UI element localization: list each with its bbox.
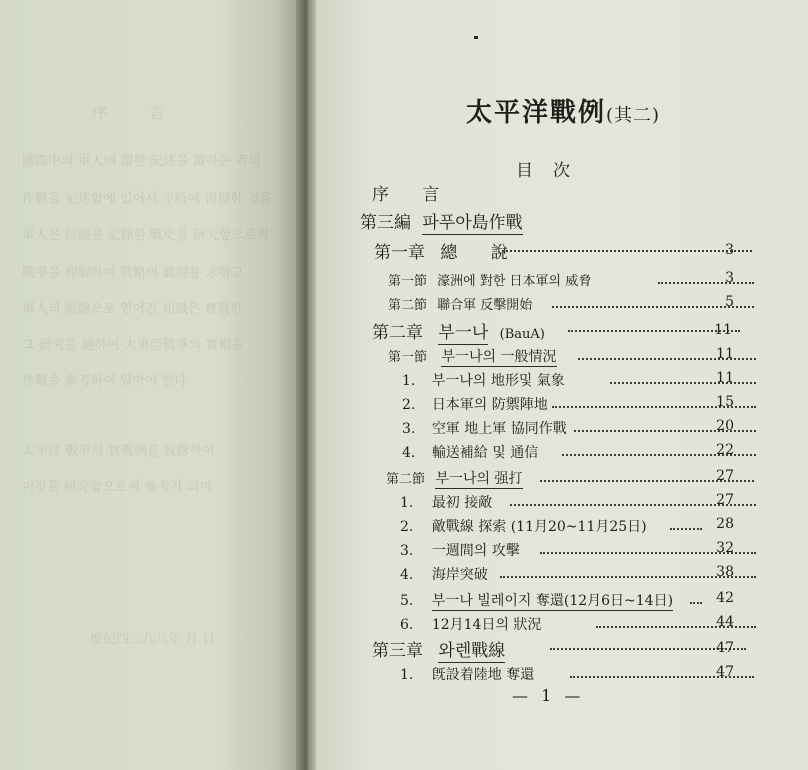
- entry-page: 27: [716, 468, 734, 484]
- dot-leader: [690, 590, 702, 604]
- entry-page: 47: [716, 664, 734, 680]
- entry-title: 空軍 地上軍 協同作戰: [431, 421, 567, 437]
- entry-label: 3.: [402, 421, 416, 437]
- part-label: 第三編: [360, 213, 411, 233]
- entry-label: 1.: [400, 667, 414, 683]
- entry-label: 2.: [400, 519, 414, 535]
- entry-page: 3: [725, 270, 734, 286]
- bleed-line: 軍人의 經驗으로 얻어진 知識은 寶貴한: [22, 302, 243, 317]
- toc-item: [400, 564, 734, 584]
- toc-item: [400, 540, 734, 560]
- toc-section: [388, 346, 734, 366]
- entry-page: 15: [716, 394, 734, 410]
- bleed-line: 作戰을 記述함에 있어서 平時에 習得한 것을: [22, 192, 273, 207]
- bleed-line: 이것을 研究함으로써 參考가 되며: [22, 480, 212, 495]
- preface-heading: 序 言: [372, 185, 454, 205]
- entry-label: 4.: [400, 567, 414, 583]
- bleed-line: 太平洋 戰爭의 實戰例를 收錄하여: [22, 444, 215, 459]
- toc-item: [402, 418, 734, 438]
- bleed-line: 序 言: [92, 103, 184, 122]
- entry-title: 부一나 빌레이지 奪還(12月6日~14日): [431, 593, 674, 609]
- toc-section: [388, 294, 734, 313]
- entry-label: 3.: [400, 543, 414, 559]
- book-title: [466, 92, 660, 129]
- toc-section: [386, 468, 734, 488]
- entry-page: 38: [716, 564, 734, 580]
- entry-label: 4.: [402, 445, 416, 461]
- entry-page: 11: [716, 346, 734, 362]
- entry-page: 28: [716, 516, 734, 532]
- page-number: — 1 —: [512, 686, 585, 705]
- toc-item: [400, 590, 734, 610]
- entry-title: 부一나의 强打: [435, 471, 523, 487]
- entry-label: 第一節: [388, 274, 428, 289]
- entry-title: 와렌戰線: [438, 641, 506, 661]
- entry-label: 1.: [402, 373, 416, 389]
- entry-label: 1.: [400, 495, 414, 511]
- entry-page: 3: [725, 242, 734, 258]
- entry-label: 第一節: [388, 350, 428, 365]
- part-title: 파푸아島作戰: [422, 213, 523, 233]
- toc-item: [402, 442, 734, 462]
- bleed-line: 그 研究를 通하여 大東亞戰爭의 實相을: [22, 338, 244, 353]
- entry-page: 11: [714, 322, 732, 338]
- title-suffix: (其二): [606, 105, 661, 126]
- entry-title: 旣設着陸地 奪還: [431, 667, 535, 683]
- entry-page: 22: [716, 442, 734, 458]
- entry-title: 부一나의 一般情況: [441, 349, 557, 365]
- toc-item: [400, 516, 734, 536]
- entry-title: 海岸突破: [431, 567, 488, 583]
- entry-page: 5: [725, 294, 734, 310]
- left-page: [0, 0, 300, 770]
- print-mark: [474, 36, 478, 39]
- title-main: 太平洋戰例: [466, 98, 607, 128]
- entry-label: 6.: [400, 617, 414, 633]
- entry-note: (BauA): [499, 327, 545, 342]
- entry-label: 第二節: [386, 472, 426, 487]
- entry-label: 第二章: [372, 323, 423, 343]
- entry-label: 2.: [402, 397, 416, 413]
- entry-label: 第二節: [388, 298, 428, 313]
- entry-page: 11: [716, 370, 734, 386]
- entry-page: 42: [716, 590, 734, 606]
- entry-title: 總 說: [440, 243, 522, 263]
- bleed-line: 戰爭을 理解하며 戰略의 眞理를 求하고: [22, 266, 244, 281]
- toc-chapter-1: [374, 238, 734, 263]
- entry-title: 12月14日의 狀況: [431, 617, 542, 633]
- toc-item: [402, 370, 734, 390]
- toc-chapter-2: [372, 318, 732, 343]
- toc-section: [388, 270, 734, 289]
- entry-page: 44: [716, 614, 734, 630]
- toc-chapter-3: [372, 636, 734, 661]
- entry-title: 聯合軍 反擊開始: [437, 298, 533, 313]
- entry-page: 20: [716, 418, 734, 434]
- bleed-line: 軍人은 經驗을 記錄한 戰史를 研究함으로써: [22, 228, 269, 243]
- entry-page: 47: [716, 640, 734, 656]
- bleed-line: 檀紀四二八八年 月 日: [90, 632, 216, 647]
- entry-title: 日本軍의 防禦陣地: [431, 397, 548, 413]
- bleed-line: 國際中의 軍人에 關한 記述을 讀하는 者의: [22, 154, 261, 169]
- entry-label: 5.: [400, 593, 414, 609]
- toc-item: [400, 492, 734, 512]
- entry-title: 敵戰線 探索 (11月20~11月25日): [431, 519, 647, 535]
- dot-leader: [670, 516, 702, 530]
- entry-title: 輸送補給 및 通信: [431, 445, 539, 461]
- entry-title: 最初 接敵: [431, 495, 493, 511]
- entry-title: 一週間의 攻擊: [431, 543, 520, 559]
- book-gutter: [296, 0, 318, 770]
- toc-item: [402, 394, 734, 414]
- bleed-through-text: [0, 0, 300, 770]
- entry-label: 第一章: [374, 243, 425, 263]
- toc-heading: 目次: [516, 161, 590, 181]
- dot-leader: [610, 370, 756, 384]
- entry-title: 濠洲에 對한 日本軍의 威脅: [437, 274, 592, 289]
- bleed-line: 作戰을 參考하여 알아야 한다: [22, 374, 187, 389]
- entry-page: 32: [716, 540, 734, 556]
- entry-title: 부一나: [438, 323, 489, 343]
- entry-label: 第三章: [372, 641, 423, 661]
- part-heading: [360, 208, 523, 233]
- toc-item: [400, 664, 734, 684]
- entry-page: 27: [716, 492, 734, 508]
- entry-title: 부一나의 地形및 氣象: [431, 373, 565, 389]
- toc-item: [400, 614, 734, 634]
